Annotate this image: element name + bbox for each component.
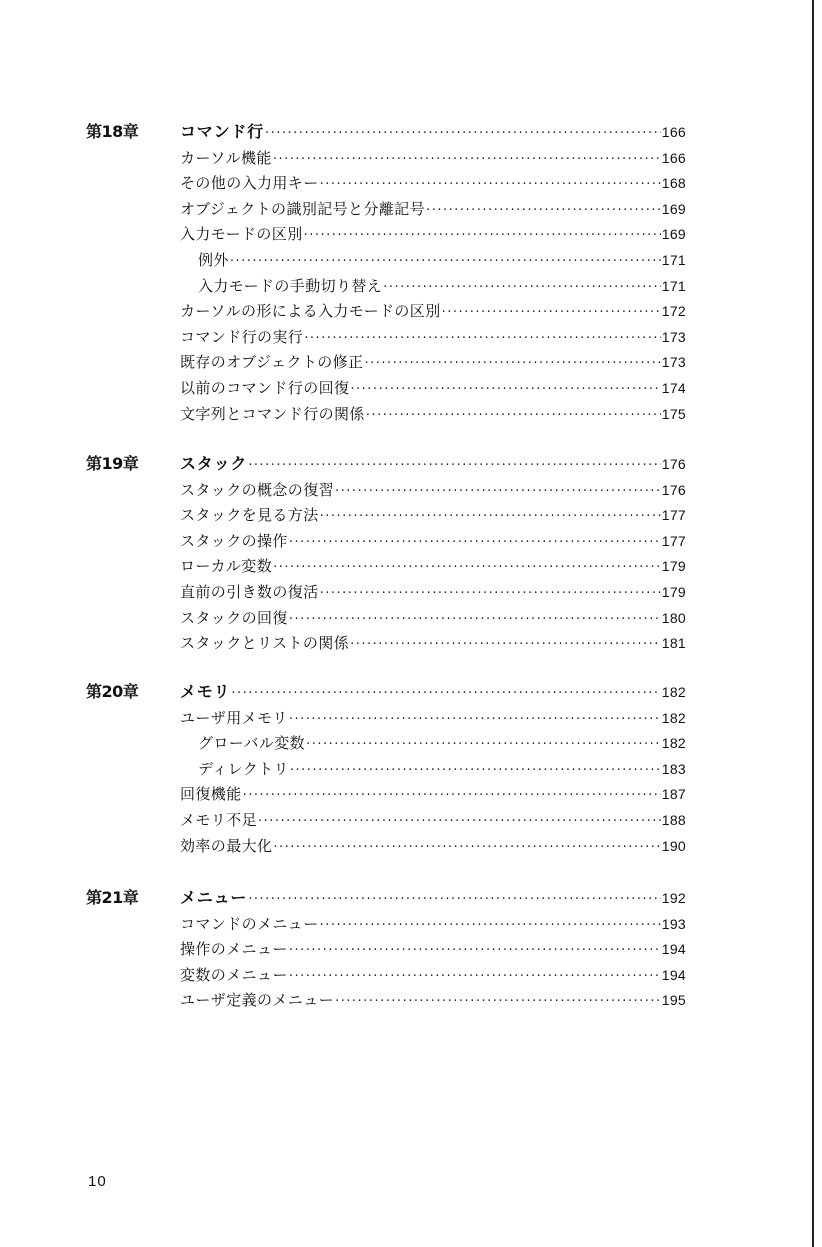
toc-entry-title: 既存のオブジェクトの修正 [180,353,364,372]
toc-entry-page: 183 [661,760,686,777]
toc-entry-page: 169 [661,226,686,243]
dot-leader [304,327,661,351]
toc-entry-page: 166 [661,124,686,140]
toc-entry-page: 194 [661,966,686,983]
dot-leader [320,914,661,938]
dot-leader [350,378,660,402]
toc-entry-title: 効率の最大化 [180,836,273,855]
toc-entry-title: グローバル変数 [198,734,306,753]
toc-entry-title: ユーザ用メモリ [180,708,288,727]
toc-entry-title: オブジェクトの識別記号と分離記号 [180,199,426,218]
toc-entry-title: スタック [180,454,248,473]
toc-entry-page: 177 [661,532,686,549]
dot-leader [366,404,661,428]
toc-chapter-entry [180,120,686,144]
toc-entry [180,834,686,858]
toc-entry [180,325,686,349]
toc-entry-page: 175 [661,405,686,422]
toc-entry-title: スタックの操作 [180,531,288,550]
toc-entry-page: 195 [661,992,686,1009]
dot-leader [248,888,661,912]
toc-entry-title: コマンド行の実行 [180,327,304,346]
dot-leader [335,480,661,504]
toc-entry [180,782,686,806]
toc-entry-title: 変数のメニュー [180,965,288,984]
toc-entry-page: 176 [661,481,686,498]
dot-leader [258,810,661,834]
toc-entry [180,937,686,961]
toc-entry [180,606,686,630]
toc-entry-page: 188 [661,812,686,828]
toc-entry [198,731,686,755]
toc-entry [180,503,686,527]
dot-leader [290,759,661,783]
toc-entry-title: 回復機能 [180,785,242,804]
toc-entry-title: コマンド行 [180,122,265,141]
toc-entry [180,350,686,374]
toc-entry-title: スタックの概念の復習 [180,480,335,499]
toc-entry [180,580,686,604]
toc-entry-page: 177 [661,507,686,524]
toc-entry [180,171,686,195]
toc-entry-title: 操作のメニュー [180,940,288,959]
toc-entry-page: 182 [661,684,686,700]
toc-entry [180,988,686,1012]
toc-entry-page: 192 [661,890,686,906]
dot-leader [289,608,661,632]
dot-leader [289,965,661,989]
toc-entry-page: 180 [661,609,686,626]
toc-entry-title: 入力モードの手動切り替え [198,276,383,295]
toc-entry-page: 179 [661,558,686,575]
toc-entry-page: 174 [661,380,686,396]
dot-leader [230,250,661,274]
dot-leader [243,784,661,808]
toc-entry [180,554,686,578]
toc-entry-page: 172 [661,303,686,320]
toc-entry-title: ユーザ定義のメニュー [180,991,335,1010]
toc-entry [180,912,686,936]
toc-entry-title: 文字列とコマンド行の関係 [180,404,365,423]
toc-entry [180,376,686,400]
dot-leader [306,733,661,757]
dot-leader [383,276,661,300]
dot-leader [442,301,661,325]
toc-entry-title: 入力モードの区別 [180,225,303,244]
toc-entry-title: メモリ [180,682,231,701]
toc-entry-page: 171 [661,252,686,268]
toc-entry [180,146,686,170]
dot-leader [273,148,661,172]
toc-entry [180,963,686,987]
toc-entry-page: 176 [661,456,686,472]
toc-chapter-entry [180,886,686,910]
toc-entry-title: ローカル変数 [180,557,273,576]
toc-entry-page: 169 [661,200,686,217]
toc-entry [180,478,686,502]
toc-entry-page: 168 [661,175,686,192]
chapter-label: 第21章 [86,888,139,907]
toc-entry-title: 例外 [198,251,229,269]
toc-entry [198,248,686,272]
dot-leader [289,708,661,732]
toc-entry [180,299,686,323]
dot-leader [426,199,661,223]
dot-leader [231,682,660,706]
chapter-label: 第19章 [86,454,139,473]
toc-entry-page: 179 [661,584,686,600]
toc-entry-title: カーソルの形による入力モードの区別 [180,302,441,321]
chapter-label: 第20章 [86,682,139,701]
toc-entry-page: 182 [661,709,686,726]
toc-entry-page: 173 [661,354,686,371]
chapter-label: 第18章 [86,122,139,141]
toc-entry-title: スタックを見る方法 [180,506,319,525]
dot-leader [273,836,660,860]
toc-entry [180,529,686,553]
toc-entry [180,808,686,832]
toc-entry-page: 166 [661,149,686,166]
dot-leader [320,173,661,197]
page-edge-line [812,0,814,1247]
toc-entry [180,197,686,221]
dot-leader [364,352,660,376]
toc-entry-title: コマンドのメニュー [180,914,319,933]
dot-leader [320,505,661,529]
toc-entry-page: 193 [661,915,686,932]
toc-entry [180,631,686,655]
toc-entry-page: 181 [661,635,686,652]
toc-entry-page: 194 [661,941,686,958]
toc-entry [180,402,686,426]
toc-entry-title: スタックの回復 [180,608,288,627]
toc-entry-page: 182 [661,735,686,752]
dot-leader [304,224,661,248]
toc-entry [198,274,686,298]
page-number: 10 [88,1173,107,1190]
toc-entry [180,222,686,246]
toc-entry-title: ディレクトリ [198,759,289,778]
toc-entry [180,706,686,730]
toc-entry-title: カーソル機能 [180,148,272,167]
dot-leader [265,122,661,146]
dot-leader [289,939,661,963]
toc-entry-page: 173 [661,328,686,345]
dot-leader [273,556,661,580]
toc-entry [198,757,686,781]
toc-entry-page: 171 [661,277,686,294]
dot-leader [320,582,661,606]
toc-entry-page: 190 [661,837,686,854]
toc-entry-title: メニュー [180,888,248,907]
dot-leader [248,454,661,478]
toc-chapter-entry [180,680,686,704]
toc-entry-title: スタックとリストの関係 [180,634,350,653]
toc-entry-title: 直前の引き数の復活 [180,583,319,601]
toc-entry-title: メモリ不足 [180,811,258,829]
toc-entry-page: 187 [661,786,686,803]
dot-leader [335,990,661,1014]
dot-leader [289,531,661,555]
dot-leader [350,633,661,657]
toc-chapter-entry [180,452,686,476]
toc-entry-title: その他の入力用キー [180,174,319,193]
toc-entry-title: 以前のコマンド行の回復 [180,379,350,397]
